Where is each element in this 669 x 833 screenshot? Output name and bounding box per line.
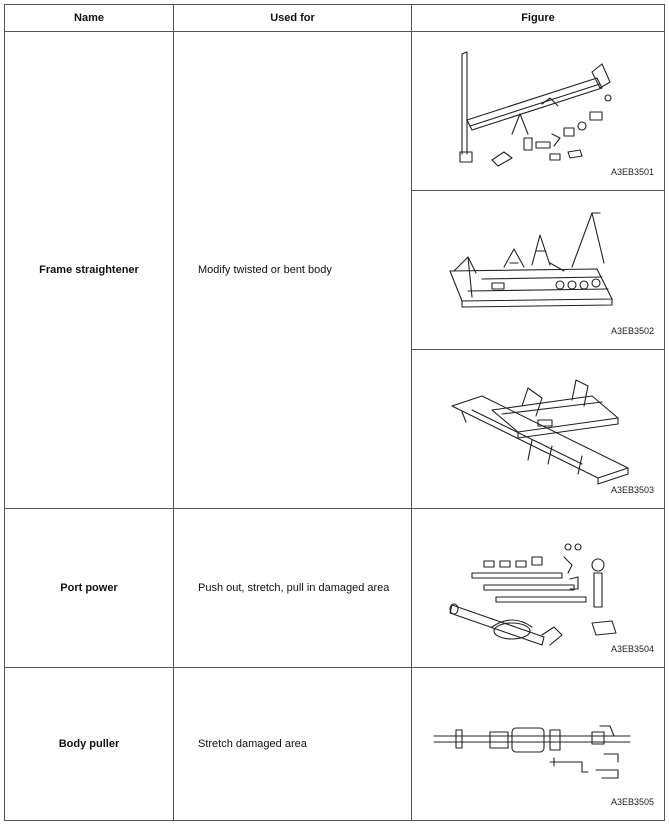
figure-cell [412,668,665,821]
figure-code: A3EB3504 [610,644,654,654]
figure-code: A3EB3501 [610,167,654,177]
port-power-drawing [432,519,632,649]
figure-cell [412,350,665,509]
tool-use: Modify twisted or bent body [174,32,412,509]
frame-straightener-drawing-2 [432,201,632,331]
figure-cell [412,509,665,668]
figure-cell [412,191,665,350]
tool-name: Frame straightener [5,32,174,509]
header-figure: Figure [412,5,665,32]
frame-straightener-drawing-3 [432,360,632,490]
frame-straightener-drawing-1 [432,42,632,172]
figure-code: A3EB3505 [610,797,654,807]
body-puller-drawing [432,678,632,808]
header-row [5,5,665,32]
figure-code: A3EB3502 [610,326,654,336]
tool-use: Stretch damaged area [174,668,412,821]
figure-code: A3EB3503 [610,485,654,495]
table-row [5,32,665,191]
header-used-for: Used for [174,5,412,32]
tools-table [4,4,665,821]
header-name: Name [5,5,174,32]
tool-use: Push out, stretch, pull in damaged area [174,509,412,668]
tool-name: Port power [5,509,174,668]
table-row [5,509,665,668]
table-row [5,668,665,821]
figure-cell [412,32,665,191]
tool-name: Body puller [5,668,174,821]
